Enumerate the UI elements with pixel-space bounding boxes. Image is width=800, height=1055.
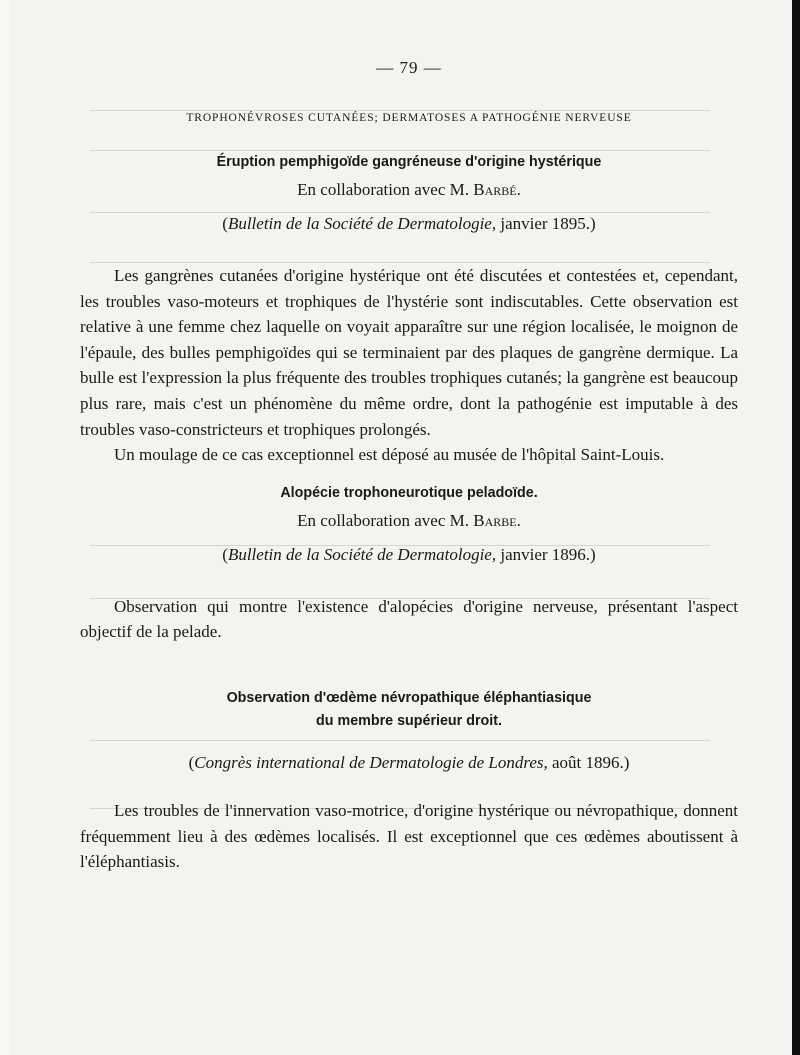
collaborator-name: Barbe. [473, 510, 521, 530]
collaboration-line [80, 509, 738, 533]
collaborator-name: Barbé. [473, 180, 521, 199]
citation-open: ( [222, 214, 228, 233]
section-oedeme [80, 687, 738, 875]
section-title: Alopécie trophoneurotique peladoïde. [280, 484, 538, 501]
spacer [80, 468, 738, 476]
collaboration-line [80, 178, 738, 202]
page-left-edge [0, 0, 10, 1055]
section-alopecie [80, 482, 738, 645]
section-title: Éruption pemphigoïde gangréneuse d'origine hystérique [216, 154, 602, 170]
section-eruption [80, 151, 738, 468]
running-head: TROPHONÉVROSES CUTANÉES; DERMATOSES A PATHOGÉNIE NERVEUSE [186, 112, 632, 124]
citation-date: janvier 1896.) [496, 544, 596, 564]
paragraph: Les gangrènes cutanées d'origine hystérique ont été discutées et contestées et, cependant, les troubles vaso-moteurs et trophiques de l'hystérie sont indiscutables. Cette observation est relative à une femme chez laquelle on voyait apparaître sur une région localisée, le moignon de l'épaule, des bulles pemphigoïdes qui se terminaient par des plaques de gangrène dermique. La bulle est l'expression la plus fréquente des troubles trophiques cutanés; la gangrène est beaucoup plus rare, mais c'est un phénomène du même ordre, dont la pathogénie est imputable à des troubles vaso-constricteurs et trophiques prolongés. [80, 266, 738, 439]
section-title: Observation d'œdème névropathique éléphantiasique [226, 689, 592, 706]
citation-open: ( [222, 544, 228, 564]
paragraph: Un moulage de ce cas exceptionnel est déposé au musée de l'hôpital Saint-Louis. [114, 445, 665, 465]
citation [80, 212, 738, 236]
citation-date: août 1896.) [547, 752, 630, 772]
page-content [80, 58, 738, 875]
citation-date: janvier 1895.) [496, 214, 596, 233]
paragraph: Les troubles de l'innervation vaso-motrice, d'origine hystérique ou névropathique, donnent fréquemment lieu à des œdèmes localisés. Il est exceptionnel que ces œdèmes aboutissent à l'éléphantiasis. [80, 800, 738, 872]
citation [80, 751, 738, 775]
page-right-edge [792, 0, 800, 1055]
section-title-line-2: du membre supérieur droit. [316, 712, 502, 729]
page-number: — 79 — [376, 58, 442, 77]
citation-journal: Bulletin de la Société de Dermatologie, [227, 214, 497, 233]
citation-open: ( [188, 752, 195, 772]
citation [80, 543, 738, 567]
paragraph: Observation qui montre l'existence d'alopécies d'origine nerveuse, présentant l'aspect objectif de la pelade. [80, 596, 738, 642]
collaboration-prefix: En collaboration avec M. [297, 180, 469, 199]
collaboration-prefix: En collaboration avec M. [297, 510, 469, 530]
citation-journal: Congrès international de Dermatologie de Londres, [194, 752, 548, 772]
citation-journal: Bulletin de la Société de Dermatologie, [227, 544, 497, 564]
